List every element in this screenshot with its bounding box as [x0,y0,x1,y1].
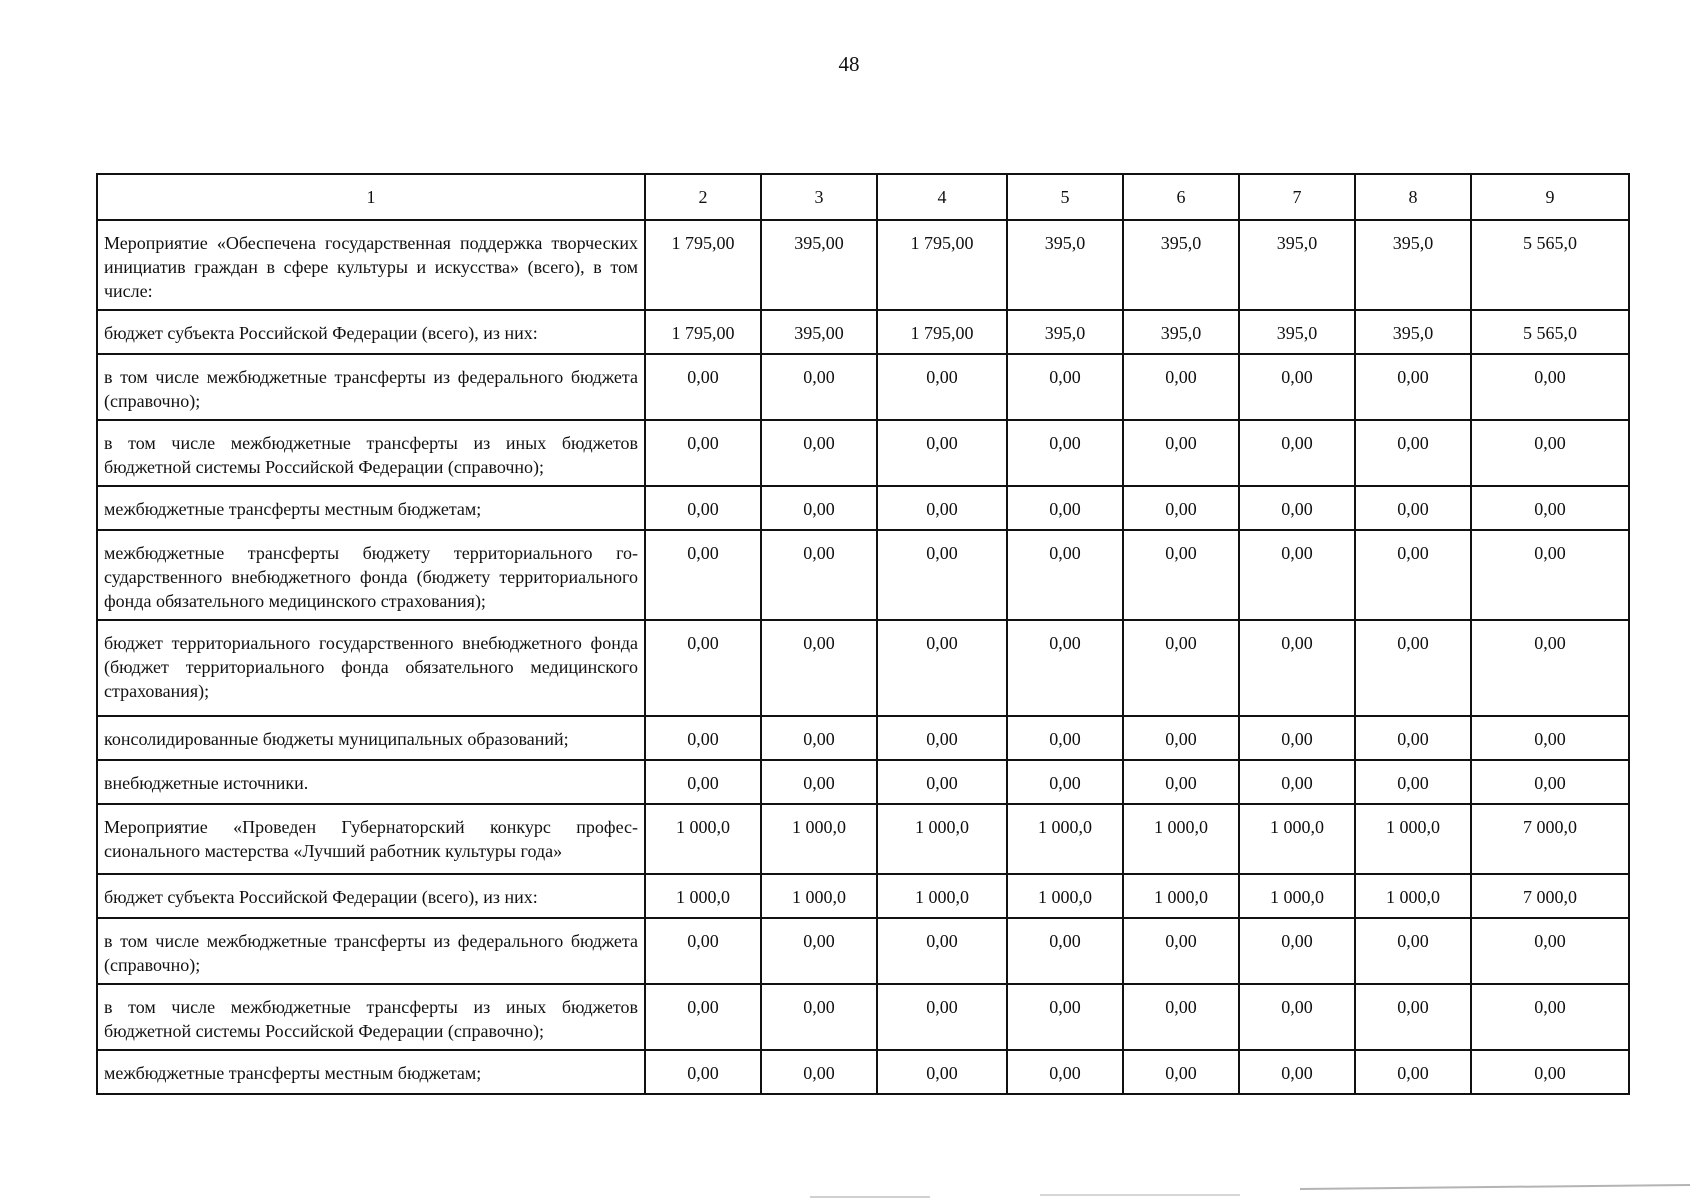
value-cell: 0,00 [761,984,877,1050]
table-row [97,354,1629,420]
value-cell: 0,00 [1007,716,1123,760]
value-cell: 0,00 [877,420,1007,486]
value-cell: 1 795,00 [877,310,1007,354]
column-header: 3 [761,174,877,220]
value-cell: 0,00 [877,716,1007,760]
value-cell: 0,00 [1471,620,1629,716]
table-row [97,804,1629,874]
value-cell: 0,00 [761,760,877,804]
value-cell: 0,00 [761,354,877,420]
value-cell: 0,00 [877,620,1007,716]
value-cell: 1 000,0 [1239,804,1355,874]
value-cell: 0,00 [1355,420,1471,486]
value-cell: 395,0 [1239,310,1355,354]
value-cell: 0,00 [1123,984,1239,1050]
value-cell: 0,00 [1471,486,1629,530]
row-label: Мероприятие «Обеспечена государственная поддержка творческих инициатив граждан в сфере культуры и искусства» (всего), в том числе: [97,220,645,310]
value-cell: 0,00 [1355,486,1471,530]
value-cell: 0,00 [1239,530,1355,620]
value-cell: 0,00 [1239,984,1355,1050]
row-label: межбюджетные трансферты бюджету территориального государственного внебюджетного фонда (бюджету территориального фонда обязательного медицинского страхования); [97,530,645,620]
table-row [97,310,1629,354]
value-cell: 0,00 [1007,984,1123,1050]
value-cell: 0,00 [1239,716,1355,760]
value-cell: 1 000,0 [645,804,761,874]
value-cell: 0,00 [645,984,761,1050]
value-cell: 0,00 [1355,620,1471,716]
value-cell: 395,0 [1239,220,1355,310]
column-header: 1 [97,174,645,220]
value-cell: 0,00 [645,354,761,420]
budget-table [96,173,1630,1095]
value-cell: 1 795,00 [645,310,761,354]
scan-artifact [1040,1194,1240,1196]
table-row [97,918,1629,984]
table-row [97,874,1629,918]
value-cell: 0,00 [1007,354,1123,420]
value-cell: 0,00 [1471,716,1629,760]
value-cell: 1 000,0 [877,874,1007,918]
row-label: в том числе межбюджетные трансферты из иных бюджетов бюджетной системы Российской Федерации (справочно); [97,420,645,486]
value-cell: 0,00 [1007,420,1123,486]
value-cell: 0,00 [645,1050,761,1094]
value-cell: 1 795,00 [877,220,1007,310]
value-cell: 0,00 [1471,354,1629,420]
column-header: 8 [1355,174,1471,220]
row-label: в том числе межбюджетные трансферты из федерального бюджета (справочно); [97,918,645,984]
value-cell: 7 000,0 [1471,804,1629,874]
row-label: в том числе межбюджетные трансферты из иных бюджетов бюджетной системы Российской Федерации (справочно); [97,984,645,1050]
value-cell: 1 000,0 [1007,874,1123,918]
value-cell: 0,00 [1239,420,1355,486]
row-label: межбюджетные трансферты местным бюджетам; [97,1050,645,1094]
value-cell: 1 000,0 [1355,804,1471,874]
table-row [97,1050,1629,1094]
value-cell: 1 000,0 [761,804,877,874]
value-cell: 1 000,0 [1239,874,1355,918]
value-cell: 0,00 [1239,760,1355,804]
value-cell: 0,00 [645,530,761,620]
value-cell: 1 000,0 [1007,804,1123,874]
value-cell: 0,00 [1355,984,1471,1050]
row-label: бюджет субъекта Российской Федерации (всего), из них: [97,310,645,354]
column-header: 9 [1471,174,1629,220]
table-row [97,220,1629,310]
value-cell: 0,00 [877,760,1007,804]
row-label: бюджет субъекта Российской Федерации (всего), из них: [97,874,645,918]
value-cell: 0,00 [1007,486,1123,530]
table-row [97,620,1629,716]
value-cell: 0,00 [877,984,1007,1050]
row-label: бюджет территориального государственного внебюджетного фонда (бюджет территориального фонда обязательного медицинского страхования); [97,620,645,716]
value-cell: 395,0 [1007,220,1123,310]
table-row [97,486,1629,530]
value-cell: 0,00 [1355,530,1471,620]
value-cell: 0,00 [645,420,761,486]
value-cell: 0,00 [645,620,761,716]
value-cell: 0,00 [1007,1050,1123,1094]
value-cell: 0,00 [761,716,877,760]
value-cell: 1 000,0 [1355,874,1471,918]
value-cell: 1 000,0 [645,874,761,918]
value-cell: 0,00 [645,760,761,804]
column-header: 5 [1007,174,1123,220]
value-cell: 0,00 [645,918,761,984]
value-cell: 0,00 [1355,716,1471,760]
column-header: 2 [645,174,761,220]
value-cell: 0,00 [1123,760,1239,804]
table-row [97,984,1629,1050]
value-cell: 0,00 [645,716,761,760]
value-cell: 0,00 [1355,760,1471,804]
row-label: межбюджетные трансферты местным бюджетам; [97,486,645,530]
row-label: консолидированные бюджеты муниципальных образований; [97,716,645,760]
value-cell: 0,00 [1239,354,1355,420]
value-cell: 0,00 [761,1050,877,1094]
value-cell: 0,00 [1007,918,1123,984]
table-row [97,420,1629,486]
value-cell: 0,00 [1471,530,1629,620]
value-cell: 1 000,0 [877,804,1007,874]
header-row [97,174,1629,220]
value-cell: 0,00 [1123,354,1239,420]
value-cell: 0,00 [1471,984,1629,1050]
value-cell: 0,00 [877,918,1007,984]
value-cell: 0,00 [877,530,1007,620]
value-cell: 1 000,0 [761,874,877,918]
table-row [97,716,1629,760]
scan-artifact [1300,1184,1690,1190]
value-cell: 1 795,00 [645,220,761,310]
value-cell: 395,0 [1355,220,1471,310]
value-cell: 0,00 [1239,486,1355,530]
row-label: внебюджетные источники. [97,760,645,804]
value-cell: 0,00 [645,486,761,530]
table-row [97,760,1629,804]
row-label: Мероприятие «Проведен Губернаторский конкурс профессионального мастерства «Лучший работник культуры года» [97,804,645,874]
value-cell: 0,00 [877,1050,1007,1094]
scan-artifact [810,1196,930,1198]
value-cell: 0,00 [877,486,1007,530]
value-cell: 0,00 [1007,760,1123,804]
value-cell: 0,00 [1471,760,1629,804]
value-cell: 395,0 [1123,310,1239,354]
value-cell: 0,00 [1239,1050,1355,1094]
value-cell: 395,0 [1355,310,1471,354]
value-cell: 0,00 [761,918,877,984]
value-cell: 395,00 [761,310,877,354]
value-cell: 0,00 [1239,620,1355,716]
value-cell: 7 000,0 [1471,874,1629,918]
column-header: 4 [877,174,1007,220]
value-cell: 5 565,0 [1471,310,1629,354]
column-header: 7 [1239,174,1355,220]
value-cell: 0,00 [1355,1050,1471,1094]
value-cell: 395,00 [761,220,877,310]
value-cell: 0,00 [1239,918,1355,984]
value-cell: 0,00 [1355,354,1471,420]
value-cell: 0,00 [1007,620,1123,716]
value-cell: 5 565,0 [1471,220,1629,310]
value-cell: 0,00 [1123,1050,1239,1094]
value-cell: 0,00 [1123,620,1239,716]
value-cell: 0,00 [1471,1050,1629,1094]
value-cell: 0,00 [877,354,1007,420]
value-cell: 395,0 [1123,220,1239,310]
column-header: 6 [1123,174,1239,220]
value-cell: 0,00 [1123,918,1239,984]
page-number: 48 [838,52,860,76]
table-row [97,530,1629,620]
value-cell: 0,00 [1471,918,1629,984]
value-cell: 0,00 [1123,530,1239,620]
value-cell: 0,00 [761,420,877,486]
value-cell: 0,00 [761,530,877,620]
value-cell: 0,00 [1471,420,1629,486]
value-cell: 0,00 [761,620,877,716]
value-cell: 0,00 [1123,716,1239,760]
value-cell: 0,00 [1007,530,1123,620]
row-label: в том числе межбюджетные трансферты из федерального бюджета (справочно); [97,354,645,420]
value-cell: 1 000,0 [1123,874,1239,918]
value-cell: 395,0 [1007,310,1123,354]
value-cell: 0,00 [1123,420,1239,486]
value-cell: 0,00 [761,486,877,530]
value-cell: 0,00 [1355,918,1471,984]
value-cell: 0,00 [1123,486,1239,530]
value-cell: 1 000,0 [1123,804,1239,874]
table-body [97,220,1629,1094]
